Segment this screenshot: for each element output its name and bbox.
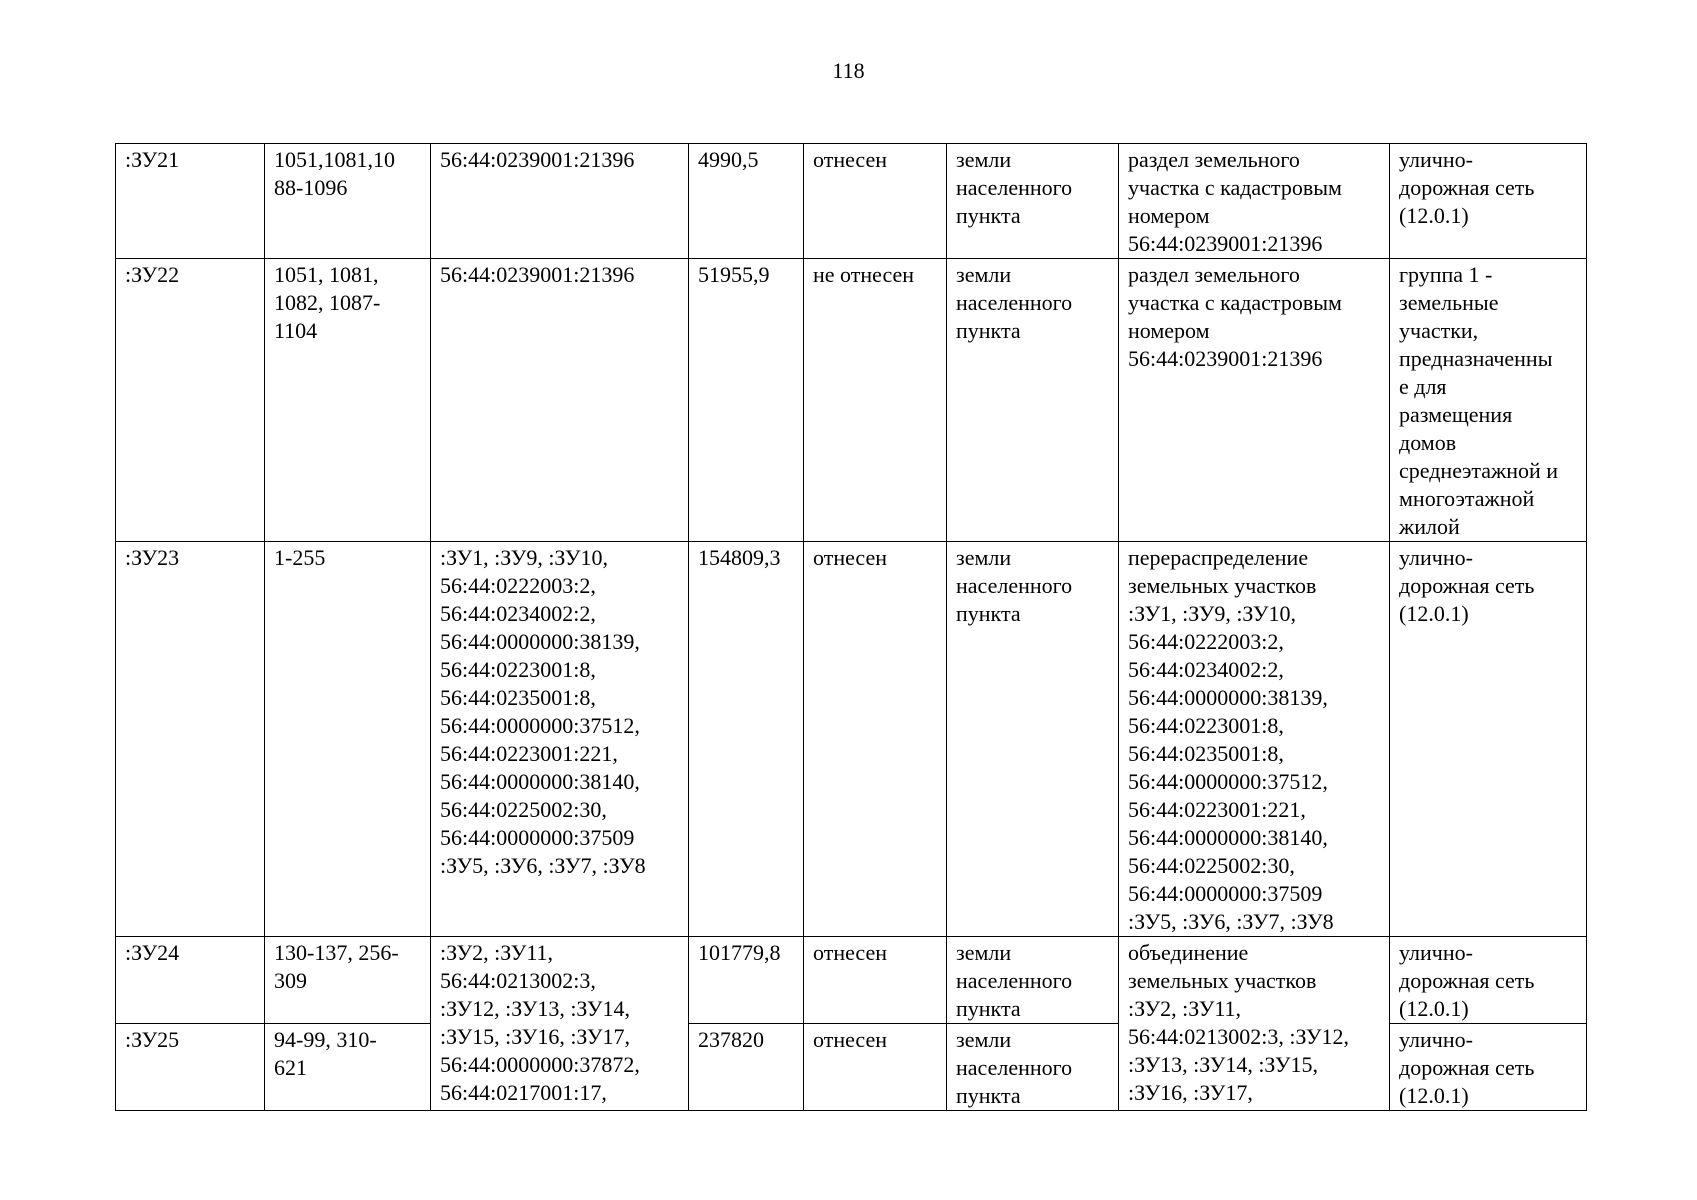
formation-method-cell: раздел земельного участка с кадастровым номером 56:44:0239001:21396 <box>1119 144 1390 259</box>
public-status-cell: отнесен <box>804 1024 947 1111</box>
designation-cell: :ЗУ25 <box>116 1024 265 1111</box>
formation-method-cell: перераспределение земельных участков :ЗУ1, :ЗУ9, :ЗУ10, 56:44:0222003:2, 56:44:0234002:2, 56:44:0000000:38139, 56:44:0223001:8, 56:44:0235001:8, 56:44:0000000:37512, 56:44:0223001:221, 56:44:0000000:38140, 56:44:0225002:30, 56:44:0000000:37509 :ЗУ5, :ЗУ6, :ЗУ7, :ЗУ8 <box>1119 542 1390 937</box>
table-row <box>116 542 1587 937</box>
source-parcels-cell: 56:44:0239001:21396 <box>431 259 689 542</box>
designation-cell: :ЗУ21 <box>116 144 265 259</box>
source-parcels-cell: :ЗУ1, :ЗУ9, :ЗУ10, 56:44:0222003:2, 56:44:0234002:2, 56:44:0000000:38139, 56:44:0223001:8, 56:44:0235001:8, 56:44:0000000:37512, 56:44:0223001:221, 56:44:0000000:38140, 56:44:0225002:30, 56:44:0000000:37509 :ЗУ5, :ЗУ6, :ЗУ7, :ЗУ8 <box>431 542 689 937</box>
land-category-cell: земли населенного пункта <box>947 1024 1119 1111</box>
permitted-use-cell: группа 1 - земельные участки, предназначенны е для размещения домов среднеэтажной и многоэтажной жилой <box>1390 259 1587 542</box>
land-category-cell: земли населенного пункта <box>947 259 1119 542</box>
area-cell: 101779,8 <box>689 937 804 1024</box>
points-cell: 94-99, 310- 621 <box>265 1024 431 1111</box>
designation-cell: :ЗУ23 <box>116 542 265 937</box>
public-status-cell: отнесен <box>804 144 947 259</box>
formation-method-cell: объединение земельных участков :ЗУ2, :ЗУ11, 56:44:0213002:3, :ЗУ12, :ЗУ13, :ЗУ14, :ЗУ15, :ЗУ16, :ЗУ17, <box>1119 937 1390 1111</box>
land-category-cell: земли населенного пункта <box>947 937 1119 1024</box>
public-status-cell: отнесен <box>804 542 947 937</box>
source-parcels-cell: 56:44:0239001:21396 <box>431 144 689 259</box>
land-parcels-table <box>115 143 1587 1111</box>
points-cell: 130-137, 256- 309 <box>265 937 431 1024</box>
public-status-cell: не отнесен <box>804 259 947 542</box>
land-category-cell: земли населенного пункта <box>947 542 1119 937</box>
permitted-use-cell: улично- дорожная сеть (12.0.1) <box>1390 542 1587 937</box>
page-number: 118 <box>832 58 865 83</box>
points-cell: 1051,1081,10 88-1096 <box>265 144 431 259</box>
table-row <box>116 259 1587 542</box>
permitted-use-cell: улично- дорожная сеть (12.0.1) <box>1390 937 1587 1024</box>
table-row <box>116 144 1587 259</box>
permitted-use-cell: улично- дорожная сеть (12.0.1) <box>1390 1024 1587 1111</box>
area-cell: 237820 <box>689 1024 804 1111</box>
area-cell: 51955,9 <box>689 259 804 542</box>
designation-cell: :ЗУ24 <box>116 937 265 1024</box>
land-category-cell: земли населенного пункта <box>947 144 1119 259</box>
table-row <box>116 937 1587 1024</box>
area-cell: 4990,5 <box>689 144 804 259</box>
public-status-cell: отнесен <box>804 937 947 1024</box>
area-cell: 154809,3 <box>689 542 804 937</box>
points-cell: 1-255 <box>265 542 431 937</box>
source-parcels-cell: :ЗУ2, :ЗУ11, 56:44:0213002:3, :ЗУ12, :ЗУ13, :ЗУ14, :ЗУ15, :ЗУ16, :ЗУ17, 56:44:0000000:37872, 56:44:0217001:17, <box>431 937 689 1111</box>
permitted-use-cell: улично- дорожная сеть (12.0.1) <box>1390 144 1587 259</box>
designation-cell: :ЗУ22 <box>116 259 265 542</box>
formation-method-cell: раздел земельного участка с кадастровым номером 56:44:0239001:21396 <box>1119 259 1390 542</box>
points-cell: 1051, 1081, 1082, 1087- 1104 <box>265 259 431 542</box>
